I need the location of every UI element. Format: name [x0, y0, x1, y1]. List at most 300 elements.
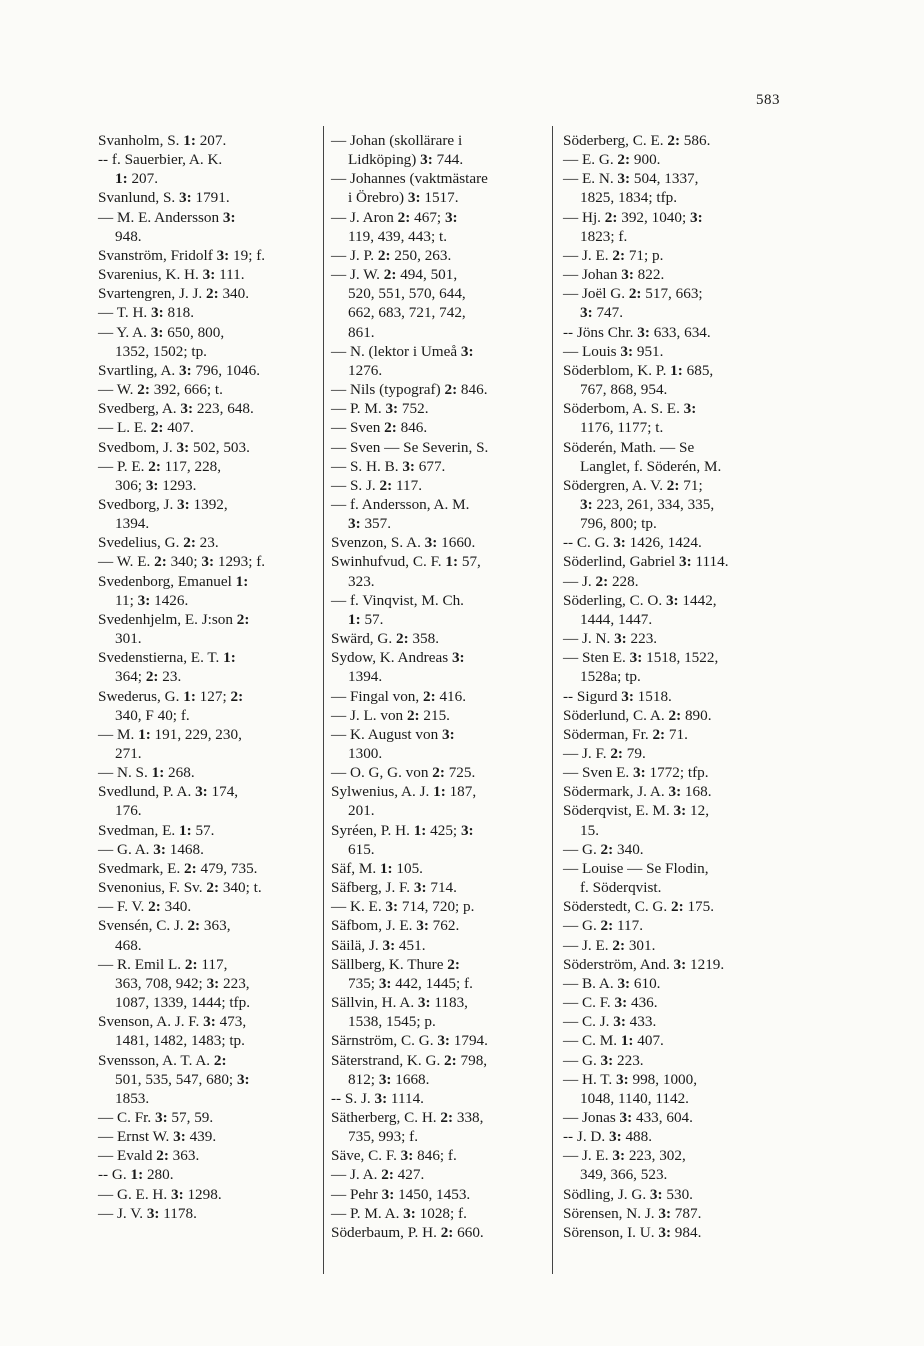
index-entry [98, 438, 320, 457]
index-entry [331, 763, 549, 782]
index-entry [331, 495, 549, 533]
index-entry-line: — N. S. 1: 268. [98, 764, 195, 782]
index-entry [331, 993, 549, 1031]
index-entry-line: Swinhufvud, C. F. 1: 57, [331, 553, 481, 571]
index-entry [563, 687, 795, 706]
index-entry-line: 306; 3: 1293. [115, 476, 197, 494]
index-entry [563, 572, 795, 591]
index-entry [563, 284, 795, 322]
index-entry [563, 1146, 795, 1184]
index-entry [98, 1051, 320, 1108]
index-entry-line: — G. 2: 340. [563, 840, 644, 858]
index-entry-line: Sörensen, N. J. 3: 787. [563, 1204, 702, 1222]
index-entry-line: Sätherberg, C. H. 2: 338, [331, 1108, 484, 1126]
index-entry [98, 552, 320, 571]
index-entry-line: Söderbom, A. S. E. 3: [563, 400, 697, 418]
index-entry [331, 1223, 549, 1242]
index-entry-line: -- Jöns Chr. 3: 633, 634. [563, 323, 711, 341]
index-column-2 [331, 131, 549, 1242]
index-entry-line: — L. E. 2: 407. [98, 419, 194, 437]
index-entry-line: 201. [348, 802, 375, 820]
index-entry [331, 131, 549, 169]
index-entry-line: Söderbaum, P. H. 2: 660. [331, 1223, 484, 1241]
index-entry [563, 706, 795, 725]
index-entry-line: — S. J. 2: 117. [331, 476, 422, 494]
index-entry-line: — G. 3: 223. [563, 1051, 644, 1069]
index-entry-line: — O. G, G. von 2: 725. [331, 764, 476, 782]
index-entry-line: Sällberg, K. Thure 2: [331, 955, 460, 973]
index-entry [331, 1089, 549, 1108]
index-entry [98, 859, 320, 878]
index-entry-line: — Nils (typograf) 2: 846. [331, 381, 488, 399]
index-entry [563, 955, 795, 974]
index-entry-line: 735; 3: 442, 1445; f. [348, 974, 473, 992]
index-entry [563, 840, 795, 859]
index-entry [331, 859, 549, 878]
index-entry-line: — T. H. 3: 818. [98, 304, 195, 322]
index-entry-line: 15. [580, 821, 599, 839]
index-entry-line: — G. 2: 117. [563, 917, 644, 935]
index-entry-line: — Johan (skollärare i [331, 132, 463, 149]
index-entry-line: Langlet, f. Söderén, M. [580, 457, 722, 475]
index-entry [98, 1108, 320, 1127]
index-entry [563, 246, 795, 265]
column-rule-1 [323, 126, 324, 1274]
index-entry [563, 1127, 795, 1146]
index-entry [98, 572, 320, 610]
index-entry-line: Svedberg, A. 3: 223, 648. [98, 400, 254, 418]
index-entry [331, 552, 549, 590]
index-entry-line: 1394. [348, 668, 383, 686]
index-entry-line: 1823; f. [580, 227, 628, 245]
index-entry-line: Söderlund, C. A. 2: 890. [563, 706, 712, 724]
index-entry-line: 176. [115, 802, 142, 820]
index-entry-line: Svedelius, G. 2: 23. [98, 534, 219, 552]
index-entry-line: Säilä, J. 3: 451. [331, 936, 426, 954]
index-entry-line: i Örebro) 3: 1517. [348, 189, 459, 207]
index-entry [98, 610, 320, 648]
index-entry-line: — Jonas 3: 433, 604. [563, 1108, 693, 1126]
index-entry [563, 763, 795, 782]
index-entry-line: 349, 366, 523. [580, 1166, 668, 1184]
index-entry-line: Svedman, E. 1: 57. [98, 821, 215, 839]
index-entry-line: 1: 207. [115, 170, 159, 188]
index-entry-line: Svenonius, F. Sv. 2: 340; t. [98, 879, 262, 897]
index-entry [98, 1012, 320, 1050]
index-entry-line: Södling, J. G. 3: 530. [563, 1185, 693, 1203]
index-entry [98, 916, 320, 954]
index-entry [563, 1204, 795, 1223]
index-entry-line: — Louise — Se Flodin, [563, 859, 709, 877]
index-entry-line: Säf, M. 1: 105. [331, 859, 423, 877]
index-entry-line: Södermark, J. A. 3: 168. [563, 783, 712, 801]
index-entry-line: Svedenhjelm, E. J:son 2: [98, 610, 250, 628]
index-entry-line: -- Sigurd 3: 1518. [563, 687, 672, 705]
index-entry-line: 340, F 40; f. [115, 706, 190, 724]
index-entry [331, 533, 549, 552]
index-entry [563, 1223, 795, 1242]
index-entry-line: — F. V. 2: 340. [98, 898, 192, 916]
index-entry [563, 476, 795, 533]
index-entry-line: 1048, 1140, 1142. [580, 1089, 689, 1107]
index-entry [98, 897, 320, 916]
index-entry-line: Säfberg, J. F. 3: 714. [331, 879, 457, 897]
index-entry-line: 271. [115, 745, 142, 762]
index-entry-line: 1176, 1177; t. [580, 419, 664, 437]
index-entry [563, 897, 795, 916]
index-entry [98, 1204, 320, 1223]
index-entry-line: — C. M. 1: 407. [563, 1032, 664, 1050]
index-entry-line: Söderstedt, C. G. 2: 175. [563, 898, 715, 916]
index-entry [563, 725, 795, 744]
index-entry-line: Svanström, Fridolf 3: 19; f. [98, 246, 266, 264]
index-entry [331, 1031, 549, 1050]
index-entry [98, 265, 320, 284]
index-entry [563, 859, 795, 897]
index-entry [98, 840, 320, 859]
index-entry [563, 552, 795, 571]
index-entry-line: — W. E. 2: 340; 3: 1293; f. [98, 553, 266, 571]
index-entry [331, 476, 549, 495]
index-entry [98, 1146, 320, 1165]
index-entry-line: 1: 57. [348, 610, 384, 628]
index-entry [98, 955, 320, 1012]
index-entry-line: — B. A. 3: 610. [563, 974, 661, 992]
index-entry-line: 468. [115, 936, 142, 954]
index-entry [98, 763, 320, 782]
index-entry-line: 767, 868, 954. [580, 381, 668, 399]
index-entry [98, 495, 320, 533]
index-entry [98, 380, 320, 399]
index-entry-line: 323. [348, 572, 375, 590]
index-entry [563, 648, 795, 686]
index-entry-line: Lidköping) 3: 744. [348, 151, 464, 169]
page-number: 583 [756, 92, 780, 108]
index-entry [331, 936, 549, 955]
index-entry-line: — P. E. 2: 117, 228, [98, 457, 222, 475]
index-entry-line: Svartling, A. 3: 796, 1046. [98, 361, 261, 379]
index-entry [98, 418, 320, 437]
index-entry-line: — J. W. 2: 494, 501, [331, 266, 458, 284]
index-entry [563, 1051, 795, 1070]
index-entry [98, 208, 320, 246]
index-entry-line: — M. 1: 191, 229, 230, [98, 725, 242, 743]
index-entry [563, 1108, 795, 1127]
index-entry [563, 150, 795, 169]
index-entry-line: 1444, 1447. [580, 610, 653, 628]
index-entry-line: 3: 747. [580, 304, 624, 322]
index-entry-line: 1825, 1834; tfp. [580, 189, 678, 207]
index-entry-line: — J. E. 3: 223, 302, [563, 1147, 686, 1165]
index-entry-line: 615. [348, 840, 375, 858]
index-entry-line: Swärd, G. 2: 358. [331, 630, 439, 648]
index-entry [563, 1012, 795, 1031]
index-entry [98, 1185, 320, 1204]
index-entry [563, 1031, 795, 1050]
index-entry-line: Svensson, A. T. A. 2: [98, 1051, 227, 1069]
index-entry-line: 3: 357. [348, 515, 392, 533]
index-entry-line: 861. [348, 323, 375, 341]
index-entry [563, 744, 795, 763]
index-entry [331, 1051, 549, 1089]
index-entry-line: — K. August von 3: [331, 725, 455, 743]
index-entry-line: Söderström, And. 3: 1219. [563, 955, 725, 973]
index-entry-line: -- J. D. 3: 488. [563, 1128, 653, 1146]
index-entry-line: Söderén, Math. — Se [563, 438, 695, 456]
index-entry [563, 169, 795, 207]
index-entry [331, 821, 549, 859]
index-entry [563, 591, 795, 629]
index-entry-line: Söderling, C. O. 3: 1442, [563, 591, 717, 609]
index-entry-line: 1276. [348, 361, 383, 379]
index-entry-line: — Louis 3: 951. [563, 342, 664, 360]
index-entry [331, 342, 549, 380]
index-entry-line: — Ernst W. 3: 439. [98, 1128, 217, 1146]
index-entry-line: Svedlund, P. A. 3: 174, [98, 783, 239, 801]
index-entry-line: — Sten E. 3: 1518, 1522, [563, 649, 719, 667]
index-entry-line: — J. N. 3: 223. [563, 630, 658, 648]
index-entry [98, 361, 320, 380]
index-entry [563, 801, 795, 839]
index-entry-line: — Fingal von, 2: 416. [331, 687, 467, 705]
index-entry-line: 363, 708, 942; 3: 223, [115, 974, 250, 992]
index-entry [331, 916, 549, 935]
index-entry [331, 399, 549, 418]
index-entry [563, 342, 795, 361]
index-entry-line: 3: 223, 261, 334, 335, [580, 495, 715, 513]
index-entry-line: — f. Andersson, A. M. [331, 495, 470, 513]
index-entry-line: -- S. J. 3: 1114. [331, 1089, 424, 1107]
index-entry [331, 265, 549, 342]
index-entry-line: 735, 993; f. [348, 1128, 419, 1146]
index-entry-line: — Johan 3: 822. [563, 266, 665, 284]
index-entry [563, 361, 795, 399]
index-entry [98, 1165, 320, 1184]
index-entry-line: Svanlund, S. 3: 1791. [98, 189, 230, 207]
index-entry [331, 246, 549, 265]
index-entry-line: Svedborg, J. 3: 1392, [98, 495, 228, 513]
index-entry [98, 284, 320, 303]
index-entry [563, 782, 795, 801]
index-entry [563, 936, 795, 955]
index-entry [331, 878, 549, 897]
index-entry-line: Söderlind, Gabriel 3: 1114. [563, 553, 729, 571]
index-entry-line: Svedenstierna, E. T. 1: [98, 649, 236, 667]
index-entry-line: -- G. 1: 280. [98, 1166, 174, 1184]
index-entry [331, 1146, 549, 1165]
index-entry-line: — J. P. 2: 250, 263. [331, 246, 452, 264]
index-entry [98, 246, 320, 265]
index-entry-line: — E. G. 2: 900. [563, 151, 661, 169]
index-entry-line: Svedenborg, Emanuel 1: [98, 572, 249, 590]
index-entry [331, 648, 549, 686]
index-entry [98, 687, 320, 725]
index-entry-line: Säve, C. F. 3: 846; f. [331, 1147, 457, 1165]
index-entry [98, 533, 320, 552]
index-entry [331, 897, 549, 916]
index-entry-line: 948. [115, 227, 142, 245]
index-entry [331, 208, 549, 246]
index-entry-line: -- C. G. 3: 1426, 1424. [563, 534, 702, 552]
index-entry-line: — Hj. 2: 392, 1040; 3: [563, 208, 703, 226]
index-entry-line: — P. M. A. 3: 1028; f. [331, 1204, 467, 1222]
index-entry-line: — Sven — Se Severin, S. [331, 438, 489, 456]
index-entry-line: — J. 2: 228. [563, 572, 639, 590]
index-entry [331, 591, 549, 629]
index-entry-line: 1853. [115, 1089, 150, 1107]
index-entry [331, 629, 549, 648]
index-entry [563, 265, 795, 284]
index-entry-line: 1300. [348, 745, 383, 762]
index-entry-line: Svedbom, J. 3: 502, 503. [98, 438, 250, 456]
index-entry-line: 1394. [115, 515, 150, 533]
index-entry-line: 301. [115, 630, 142, 648]
index-entry [331, 725, 549, 763]
index-entry-line: — C. J. 3: 433. [563, 1013, 657, 1031]
index-entry-line: 812; 3: 1668. [348, 1070, 430, 1088]
index-entry [98, 821, 320, 840]
index-entry-line: Svenzon, S. A. 3: 1660. [331, 534, 476, 552]
index-entry-line: Svensén, C. J. 2: 363, [98, 917, 231, 935]
index-entry-line: — Sven 2: 846. [331, 419, 428, 437]
index-entry [331, 1185, 549, 1204]
index-entry-line: — P. M. 3: 752. [331, 400, 429, 418]
index-entry-line: — E. N. 3: 504, 1337, [563, 170, 699, 188]
index-entry-line: Söderblom, K. P. 1: 685, [563, 361, 714, 379]
index-entry-line: — R. Emil L. 2: 117, [98, 955, 228, 973]
index-entry-line: — J. V. 3: 1178. [98, 1204, 197, 1222]
index-entry-line: Särnström, C. G. 3: 1794. [331, 1032, 488, 1050]
index-entry-line: Syréen, P. H. 1: 425; 3: [331, 821, 474, 839]
index-entry-line: Söderman, Fr. 2: 71. [563, 725, 688, 743]
index-entry [98, 150, 320, 188]
index-entry-line: 662, 683, 721, 742, [348, 304, 466, 322]
index-entry [98, 648, 320, 686]
index-entry [331, 1204, 549, 1223]
index-entry [563, 208, 795, 246]
index-entry-line: — G. E. H. 3: 1298. [98, 1185, 222, 1203]
index-entry [98, 1127, 320, 1146]
index-entry-line: 11; 3: 1426. [115, 591, 189, 609]
index-entry [331, 955, 549, 993]
index-entry [563, 533, 795, 552]
index-entry [331, 1108, 549, 1146]
index-entry [331, 169, 549, 207]
index-entry-line: — J. F. 2: 79. [563, 745, 646, 762]
index-entry-line: — H. T. 3: 998, 1000, [563, 1070, 698, 1088]
index-entry-line: — Sven E. 3: 1772; tfp. [563, 764, 709, 782]
index-entry-line: 1352, 1502; tp. [115, 342, 207, 360]
index-column-3 [563, 131, 795, 1242]
index-entry-line: 119, 439, 443; t. [348, 227, 448, 245]
index-entry [331, 418, 549, 437]
index-entry-line: Sörenson, I. U. 3: 984. [563, 1223, 702, 1241]
index-entry [98, 782, 320, 820]
index-entry-line: 1481, 1482, 1483; tp. [115, 1032, 245, 1050]
index-entry-line: — S. H. B. 3: 677. [331, 457, 446, 475]
index-entry [98, 399, 320, 418]
index-entry-line: — K. E. 3: 714, 720; p. [331, 898, 475, 916]
index-entry-line: Svanholm, S. 1: 207. [98, 132, 227, 149]
index-entry [331, 438, 549, 457]
index-entry [563, 131, 795, 150]
index-entry-line: Säfbom, J. E. 3: 762. [331, 917, 460, 935]
index-entry-line: 796, 800; tp. [580, 515, 657, 533]
index-entry-line: 1538, 1545; p. [348, 1013, 436, 1031]
index-entry [331, 782, 549, 820]
index-entry [563, 323, 795, 342]
index-entry-line: Söderqvist, E. M. 3: 12, [563, 802, 709, 820]
index-entry-line: — M. E. Andersson 3: [98, 208, 236, 226]
index-entry [331, 1165, 549, 1184]
index-entry-line: — J. E. 2: 71; p. [563, 246, 664, 264]
index-entry [563, 993, 795, 1012]
index-entry [98, 457, 320, 495]
index-entry [331, 687, 549, 706]
index-entry-line: — J. E. 2: 301. [563, 936, 656, 954]
index-entry [331, 380, 549, 399]
index-entry-line: Sydow, K. Andreas 3: [331, 649, 465, 667]
index-entry-line: — G. A. 3: 1468. [98, 840, 204, 858]
index-entry-line: — W. 2: 392, 666; t. [98, 381, 223, 399]
index-entry [98, 878, 320, 897]
index-entry-line: — Pehr 3: 1450, 1453. [331, 1185, 471, 1203]
index-entry-line: Svartengren, J. J. 2: 340. [98, 285, 250, 303]
index-entry [98, 188, 320, 207]
index-entry-line: Söderberg, C. E. 2: 586. [563, 132, 711, 149]
index-entry-line: Sylwenius, A. J. 1: 187, [331, 783, 477, 801]
index-entry [98, 303, 320, 322]
index-entry-line: 364; 2: 23. [115, 668, 182, 686]
column-rule-2 [552, 126, 553, 1274]
index-entry-line: Svenson, A. J. F. 3: 473, [98, 1013, 247, 1031]
index-entry-line: — Evald 2: 363. [98, 1147, 200, 1165]
index-entry [331, 706, 549, 725]
index-entry-line: — J. Aron 2: 467; 3: [331, 208, 458, 226]
index-entry-line: Säterstrand, K. G. 2: 798, [331, 1051, 488, 1069]
index-entry [98, 131, 320, 150]
index-entry-line: Sällvin, H. A. 3: 1183, [331, 994, 468, 1012]
index-entry-line: -- f. Sauerbier, A. K. [98, 151, 223, 169]
index-entry-line: 501, 535, 547, 680; 3: [115, 1070, 250, 1088]
index-entry [563, 1070, 795, 1108]
index-entry-line: Svedmark, E. 2: 479, 735. [98, 859, 258, 877]
index-entry-line: — J. A. 2: 427. [331, 1166, 425, 1184]
index-entry-line: — N. (lektor i Umeå 3: [331, 342, 474, 360]
index-column-1 [98, 131, 320, 1223]
index-entry [563, 399, 795, 437]
index-entry-line: — Joël G. 2: 517, 663; [563, 285, 703, 303]
index-entry [331, 457, 549, 476]
index-entry [563, 629, 795, 648]
index-entry-line: — C. Fr. 3: 57, 59. [98, 1108, 214, 1126]
index-entry-line: 1087, 1339, 1444; tfp. [115, 994, 250, 1012]
index-entry [98, 323, 320, 361]
index-entry [563, 438, 795, 476]
index-entry-line: — C. F. 3: 436. [563, 994, 658, 1012]
index-entry-line: 520, 551, 570, 644, [348, 285, 466, 303]
index-entry-line: Swederus, G. 1: 127; 2: [98, 687, 244, 705]
index-entry-line: — Y. A. 3: 650, 800, [98, 323, 225, 341]
index-entry-line: 1528a; tp. [580, 668, 641, 686]
index-entry-line: — Johannes (vaktmästare [331, 170, 488, 188]
index-entry-line: — J. L. von 2: 215. [331, 706, 450, 724]
index-entry-line: Södergren, A. V. 2: 71; [563, 476, 703, 494]
index-entry [563, 1185, 795, 1204]
index-entry [563, 916, 795, 935]
index-entry [98, 725, 320, 763]
index-entry-line: f. Söderqvist. [580, 879, 662, 897]
